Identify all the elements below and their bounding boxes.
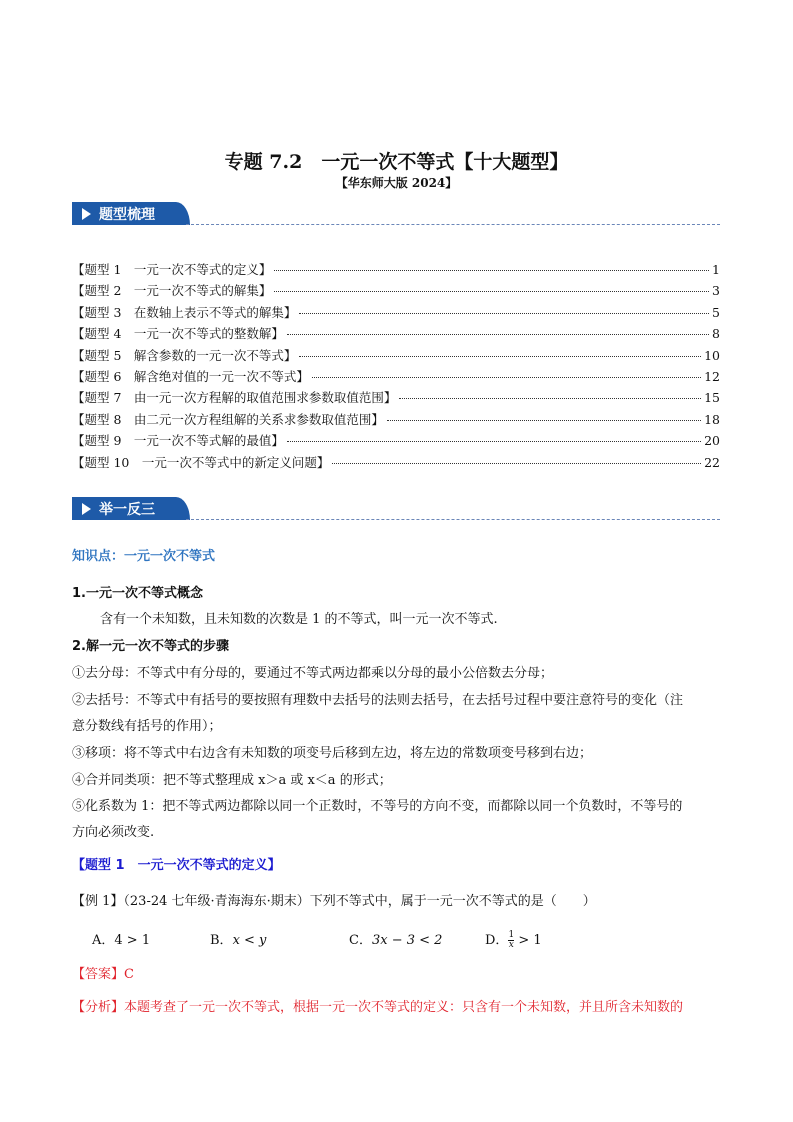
step-line: ③移项：将不等式中右边含有未知数的项变号后移到左边，将左边的常数项变号移到右边； [72,746,593,761]
toc-page: 18 [704,411,720,427]
analysis: 【分析】本题考查了一元一次不等式，根据一元一次不等式的定义：只含有一个未知数，并且所含未知数的 [72,1000,684,1015]
toc-page: 1 [712,262,720,277]
page-title: 专题 7.2 一元一次不等式【十大题型】 [224,151,569,173]
toc-entry[interactable] [72,453,720,471]
toc-label: 【题型 2 一元一次不等式的解集】 [72,283,272,299]
leader-dots [299,356,701,357]
toc-label: 【题型 7 由一元一次方程解的取值范围求参数取值范围】 [72,390,397,406]
leader-dots [399,398,701,399]
toc-entry[interactable] [72,281,720,299]
knowledge-heading: 知识点：一元一次不等式 [72,549,216,564]
step-line: 意分数线有括号的作用）； [72,719,222,734]
leader-dots [387,420,701,421]
toc-page: 12 [704,369,720,384]
toc-entry[interactable] [72,388,720,406]
toc-label: 【题型 4 一元一次不等式的整数解】 [72,326,284,342]
toc-label: 【题型 5 解含参数的一元一次不等式】 [72,347,297,363]
section-banner-overview: 题型梳理 [72,202,198,225]
toc-label: 【题型 10 一元一次不等式中的新定义问题】 [72,454,330,470]
leader-dots [274,270,709,271]
toc-entry[interactable] [72,410,720,428]
option-a: A．4 > 1 [92,933,151,948]
toc-entry[interactable] [72,303,720,321]
play-triangle-icon [82,208,91,220]
answer: 【答案】C [72,967,134,982]
toc-page: 10 [704,347,720,363]
option-b: B．x < y [210,933,267,948]
leader-dots [312,377,701,378]
play-triangle-icon [82,503,91,515]
toc-label: 【题型 6 解含绝对值的一元一次不等式】 [72,369,309,384]
step-line: ①去分母：不等式中有分母的，要通过不等式两边都乘以分母的最小公倍数去分母； [72,666,554,681]
toc-entry[interactable] [72,260,720,278]
step-line: ⑤化系数为 1：把不等式两边都除以同一个正数时，不等号的方向不变，而都除以同一个负数时，不等号的 [72,799,683,814]
leader-dots [299,313,709,314]
toc-page: 15 [704,390,720,406]
step-line: ②去括号：不等式中有括号的要按照有理数中去括号的法则去括号，在去括号过程中要注意符号的变化（注 [72,693,684,708]
step-line: ④合并同类项：把不等式整理成 x＞a 或 x＜a 的形式； [72,773,392,788]
toc-label: 【题型 9 一元一次不等式解的最值】 [72,433,284,449]
toc-page: 8 [712,326,720,342]
toc-label: 【题型 3 在数轴上表示不等式的解集】 [72,304,297,320]
toc-label: 【题型 1 一元一次不等式的定义】 [72,262,272,277]
paragraph: 含有一个未知数，且未知数的次数是 1 的不等式，叫一元一次不等式. [100,612,498,627]
edition-subtitle: 【华东师大版 2024】 [335,176,458,190]
option-c: C．3x − 3 < 2 [349,933,443,948]
toc-page: 22 [704,454,720,470]
leader-dots [274,291,709,292]
toc-page: 3 [712,283,720,299]
step-line: 方向必须改变. [72,825,155,840]
divider [186,519,720,520]
leader-dots [287,441,701,442]
section-banner-examples: 举一反三 [72,497,198,520]
toc-page: 5 [712,304,720,320]
leader-dots [287,334,709,335]
toc-page: 20 [704,433,720,449]
toc-entry[interactable] [72,367,720,385]
example-question: 【例 1】（23-24 七年级·青海海东·期末）下列不等式中，属于一元一次不等式的是（ ） [72,894,596,909]
toc-label: 【题型 8 由二元一次方程组解的关系求参数取值范围】 [72,411,384,427]
option-d: D． $\frac{1}{x}$ > 1 [485,930,542,950]
divider [186,224,720,225]
section-title: 1.一元一次不等式概念 [72,586,203,601]
type-heading: 【题型 1 一元一次不等式的定义】 [72,858,281,873]
leader-dots [332,463,701,464]
toc-entry[interactable] [72,431,720,449]
section-title: 2.解一元一次不等式的步骤 [72,639,229,654]
toc-entry[interactable] [72,324,720,342]
toc-entry[interactable] [72,346,720,364]
